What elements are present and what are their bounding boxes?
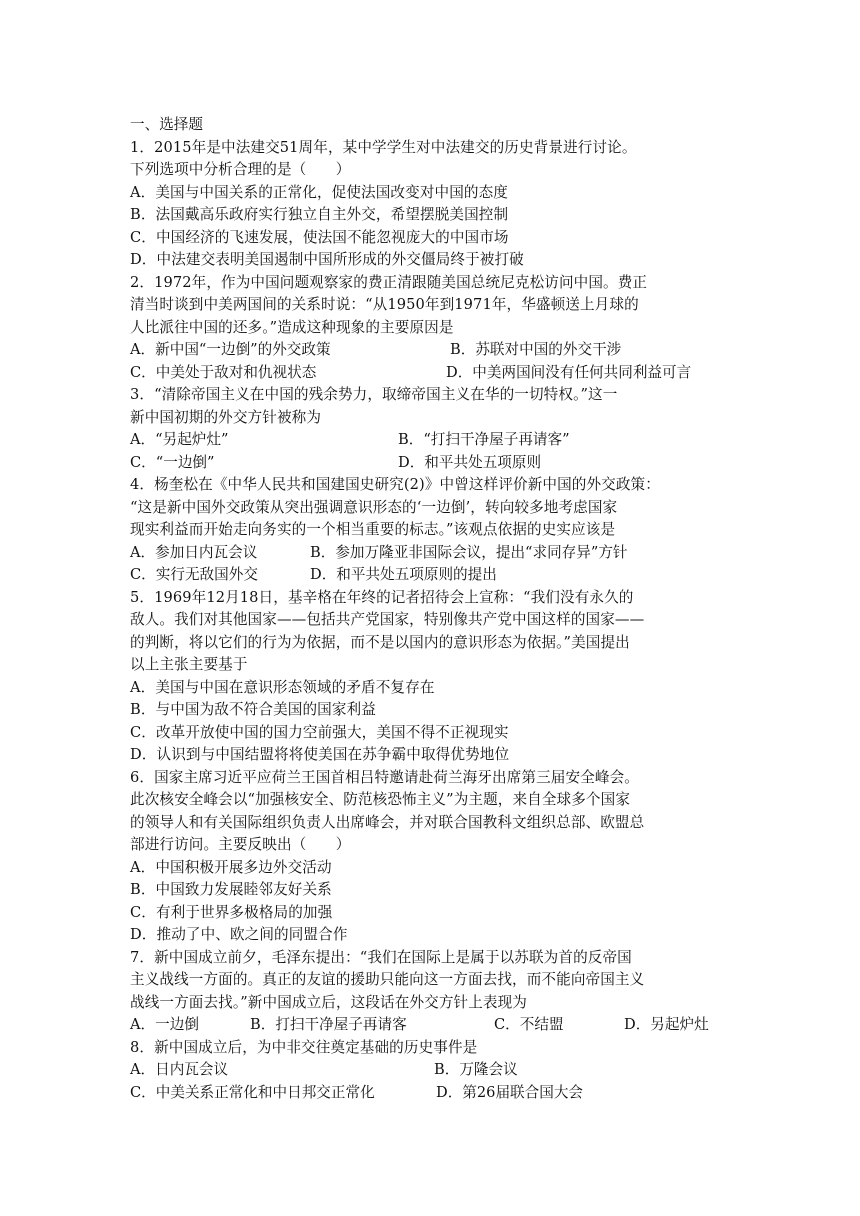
- question-8-option-c: C．中美关系正常化和中日邦交正常化: [130, 1083, 375, 1101]
- question-4-options-row-2: [130, 564, 740, 587]
- question-8-option-a: A．日内瓦会议: [130, 1061, 229, 1078]
- question-4: [130, 474, 740, 587]
- question-8-options-row-1: [130, 1059, 740, 1082]
- question-5-stem-line-4: 以上主张主要基于: [130, 656, 248, 673]
- question-4-stem-line-2: “这是新中国外交政策从突出强调意识形态的‘一边倒’，转向较多地考虑国家: [130, 498, 618, 516]
- question-7-option-b: B．打扫干净屋子再请客: [250, 1016, 407, 1033]
- question-6-stem-line-1: 6．国家主席习近平应荷兰王国首相吕特邀请赴荷兰海牙出席第三届安全峰会。: [130, 768, 639, 786]
- question-2-option-a: A．新中国“一边倒”的外交政策: [130, 341, 331, 358]
- question-2-stem-line-3: 人比派往中国的还多。”造成这种现象的主要原因是: [130, 318, 454, 336]
- question-4-option-d: D．和平共处五项原则的提出: [310, 566, 497, 583]
- question-3-option-d: D．和平共处五项原则: [398, 453, 542, 471]
- question-3-options-row-1: [130, 429, 740, 452]
- question-7-stem-line-2: 主义战线一方面的。真正的友谊的援助只能向这一方面去找，而不能向帝国主义: [130, 971, 645, 988]
- question-5-option-d: D．认识到与中国结盟将将使美国在苏争霸中取得优势地位: [130, 746, 510, 763]
- question-1-option-d: D．中法建交表明美国遏制中国所形成的外交僵局终于被打破: [130, 251, 524, 268]
- question-4-options-row-1: [130, 542, 740, 565]
- question-6-option-c: C．有利于世界多极格局的加强: [130, 903, 333, 921]
- question-5-stem-line-3: 的判断，将以它们的行为为依据，而不是以国内的意识形态为依据。”美国提出: [130, 633, 630, 651]
- question-5: [130, 587, 740, 767]
- question-6-stem-line-3: 的领导人和有关国际组织负责人出席峰会，并对联合国教科文组织总部、欧盟总: [130, 813, 645, 831]
- question-3-option-a: A．“另起炉灶”: [130, 431, 229, 448]
- question-6-option-d: D．推动了中、欧之间的同盟合作: [130, 926, 348, 943]
- question-6-option-b: B．中国致力发展睦邻友好关系: [130, 881, 332, 898]
- section-title: 一、选择题: [130, 116, 203, 133]
- question-7: [130, 947, 740, 1037]
- question-6: [130, 767, 740, 947]
- question-4-stem-line-3: 现实利益而开始走向务实的一个相当重要的标志。”该观点依据的史实应该是: [130, 521, 616, 538]
- question-7-stem-line-1: 7．新中国成立前夕，毛泽东提出：“我们在国际上是属于以苏联为首的反帝国: [130, 948, 632, 966]
- question-5-option-b: B．与中国为敌不符合美国的国家利益: [130, 701, 376, 718]
- question-6-option-a: A．中国积极开展多边外交活动: [130, 858, 332, 876]
- question-4-option-b: B．参加万隆亚非国际会议，提出“求同存异”方针: [310, 543, 628, 561]
- question-8-options-row-2: [130, 1082, 740, 1105]
- question-7-option-d: D．另起炉灶: [624, 1016, 709, 1033]
- question-3-options-row-2: [130, 452, 740, 475]
- question-2-option-d: D．中美两国间没有任何共同利益可言: [446, 363, 692, 381]
- question-1-option-a: A．美国与中国关系的正常化，促使法国改变对中国的态度: [130, 183, 508, 201]
- document-page: [130, 114, 740, 1104]
- question-3-option-c: C．“一边倒”: [130, 453, 215, 471]
- question-8: [130, 1037, 740, 1105]
- question-6-stem-line-2: 此次核安全峰会以“加强核安全、防范核恐怖主义”为主题，来自全球多个国家: [130, 791, 631, 808]
- question-2-stem-line-1: 2．1972年，作为中国问题观察家的费正清跟随美国总统尼克松访问中国。费正: [130, 273, 648, 291]
- question-2: [130, 272, 740, 385]
- question-2-option-b: B．苏联对中国的外交干涉: [450, 341, 622, 358]
- question-5-option-c: C．改革开放使中国的国力空前强大，美国不得不正视现实: [130, 723, 509, 741]
- question-2-option-c: C．中美处于敌对和仇视状态: [130, 363, 317, 381]
- question-3-option-b: B．“打扫干净屋子再请客”: [398, 431, 570, 448]
- question-7-stem-line-3: 战线一方面去找。”新中国成立后，这段话在外交方针上表现为: [130, 993, 527, 1011]
- question-5-stem-line-1: 5．1969年12月18日，基辛格在年终的记者招待会上宣称：“我们没有永久的: [130, 588, 634, 606]
- question-3-stem-line-2: 新中国初期的外交方针被称为: [130, 408, 322, 426]
- question-1-stem-line-2: 下列选项中分析合理的是（ ）: [130, 161, 351, 178]
- question-2-stem-line-2: 清当时谈到中美两国间的关系时说：“从1950年到1971年，华盛顿送上月球的: [130, 296, 639, 313]
- question-8-option-d: D．第26届联合国大会: [436, 1083, 584, 1101]
- question-4-option-c: C．实行无敌国外交: [130, 566, 258, 583]
- question-7-option-a: A．一边倒: [130, 1016, 199, 1033]
- question-6-stem-line-4: 部进行访问。主要反映出（ ）: [130, 836, 351, 853]
- question-4-stem-line-1: 4．杨奎松在《中华人民共和国建国史研究(2)》中曾这样评价新中国的外交政策：: [130, 476, 660, 493]
- question-1-option-c: C．中国经济的飞速发展，使法国不能忽视庞大的中国市场: [130, 228, 509, 246]
- question-5-stem-line-2: 敌人。我们对其他国家——包括共产党国家，特别像共产党中国这样的国家——: [130, 611, 645, 628]
- question-3: [130, 384, 740, 474]
- question-1: [130, 137, 740, 272]
- question-1-stem-line-1: 1．2015年是中法建交51周年，某中学学生对中法建交的历史背景进行讨论。: [130, 138, 637, 156]
- question-2-options-row-1: [130, 339, 740, 362]
- question-3-stem-line-1: 3．“清除帝国主义在中国的残余势力，取缔帝国主义在华的一切特权。”这一: [130, 386, 618, 403]
- question-1-option-b: B．法国戴高乐政府实行独立自主外交，希望摆脱美国控制: [130, 206, 509, 223]
- question-4-option-a: A．参加日内瓦会议: [130, 543, 258, 561]
- question-8-option-b: B．万隆会议: [434, 1061, 518, 1078]
- question-2-options-row-2: [130, 362, 740, 385]
- question-5-option-a: A．美国与中国在意识形态领域的矛盾不复存在: [130, 678, 435, 696]
- question-7-options-row-1: [130, 1014, 740, 1037]
- question-7-option-c: C．不结盟: [494, 1016, 564, 1033]
- question-8-stem-line-1: 8．新中国成立后，为中非交往奠定基础的历史事件是: [130, 1038, 478, 1056]
